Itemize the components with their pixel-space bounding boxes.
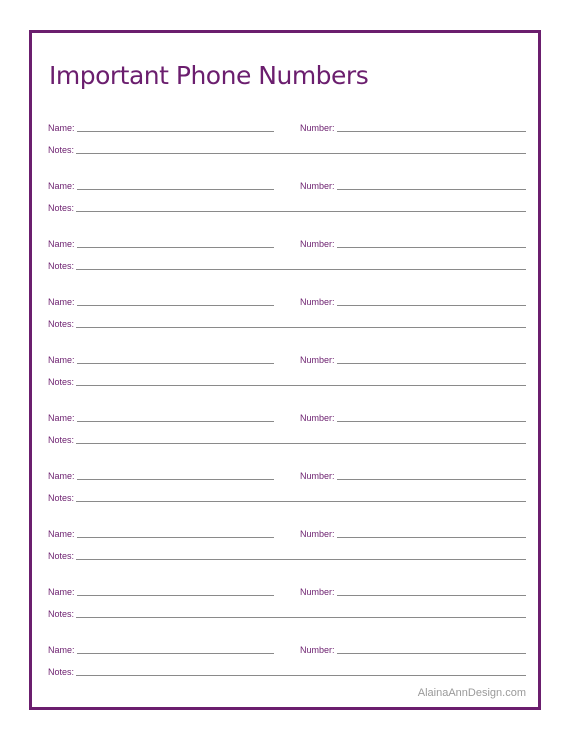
notes-field[interactable] bbox=[76, 327, 526, 328]
entry-list bbox=[48, 119, 526, 699]
name-label: Name: bbox=[48, 645, 75, 655]
number-field[interactable] bbox=[337, 653, 526, 654]
number-label: Number: bbox=[300, 645, 335, 655]
name-field[interactable] bbox=[77, 537, 274, 538]
name-label: Name: bbox=[48, 123, 75, 133]
number-label: Number: bbox=[300, 123, 335, 133]
number-label: Number: bbox=[300, 297, 335, 307]
name-label: Name: bbox=[48, 239, 75, 249]
name-field[interactable] bbox=[77, 479, 274, 480]
name-field[interactable] bbox=[77, 131, 274, 132]
name-label: Name: bbox=[48, 355, 75, 365]
footer-credit: AlainaAnnDesign.com bbox=[417, 687, 526, 699]
notes-line bbox=[48, 431, 526, 445]
name-field[interactable] bbox=[77, 305, 274, 306]
notes-field[interactable] bbox=[76, 385, 526, 386]
number-line bbox=[300, 293, 526, 307]
number-line bbox=[300, 583, 526, 597]
number-label: Number: bbox=[300, 413, 335, 423]
name-label: Name: bbox=[48, 471, 75, 481]
notes-label: Notes: bbox=[48, 609, 75, 619]
number-label: Number: bbox=[300, 355, 335, 365]
number-field[interactable] bbox=[337, 189, 526, 190]
contact-entry bbox=[48, 119, 526, 177]
page-frame bbox=[29, 30, 541, 710]
name-line bbox=[48, 177, 274, 191]
notes-line bbox=[48, 373, 526, 387]
name-label: Name: bbox=[48, 297, 75, 307]
number-label: Number: bbox=[300, 587, 335, 597]
contact-entry bbox=[48, 409, 526, 467]
contact-entry bbox=[48, 177, 526, 235]
name-field[interactable] bbox=[77, 595, 274, 596]
number-line bbox=[300, 177, 526, 191]
number-field[interactable] bbox=[337, 595, 526, 596]
notes-field[interactable] bbox=[76, 617, 526, 618]
name-line bbox=[48, 467, 274, 481]
name-line bbox=[48, 409, 274, 423]
name-field[interactable] bbox=[77, 189, 274, 190]
contact-entry bbox=[48, 351, 526, 409]
number-field[interactable] bbox=[337, 537, 526, 538]
notes-line bbox=[48, 141, 526, 155]
number-line bbox=[300, 119, 526, 133]
name-line bbox=[48, 235, 274, 249]
notes-label: Notes: bbox=[48, 145, 75, 155]
notes-line bbox=[48, 257, 526, 271]
number-line bbox=[300, 467, 526, 481]
notes-label: Notes: bbox=[48, 319, 75, 329]
number-field[interactable] bbox=[337, 247, 526, 248]
notes-label: Notes: bbox=[48, 667, 75, 677]
notes-field[interactable] bbox=[76, 153, 526, 154]
notes-line bbox=[48, 547, 526, 561]
name-label: Name: bbox=[48, 181, 75, 191]
name-label: Name: bbox=[48, 529, 75, 539]
notes-field[interactable] bbox=[76, 559, 526, 560]
name-line bbox=[48, 119, 274, 133]
notes-label: Notes: bbox=[48, 377, 75, 387]
number-label: Number: bbox=[300, 181, 335, 191]
number-line bbox=[300, 351, 526, 365]
number-field[interactable] bbox=[337, 421, 526, 422]
notes-label: Notes: bbox=[48, 435, 75, 445]
notes-label: Notes: bbox=[48, 203, 75, 213]
number-field[interactable] bbox=[337, 363, 526, 364]
notes-field[interactable] bbox=[76, 443, 526, 444]
notes-line bbox=[48, 489, 526, 503]
notes-label: Notes: bbox=[48, 261, 75, 271]
name-label: Name: bbox=[48, 413, 75, 423]
notes-line bbox=[48, 605, 526, 619]
name-label: Name: bbox=[48, 587, 75, 597]
contact-entry bbox=[48, 525, 526, 583]
contact-entry bbox=[48, 583, 526, 641]
name-field[interactable] bbox=[77, 363, 274, 364]
contact-entry bbox=[48, 467, 526, 525]
number-label: Number: bbox=[300, 471, 335, 481]
name-line bbox=[48, 583, 274, 597]
number-field[interactable] bbox=[337, 305, 526, 306]
notes-label: Notes: bbox=[48, 551, 75, 561]
notes-field[interactable] bbox=[76, 675, 526, 676]
name-line bbox=[48, 293, 274, 307]
name-line bbox=[48, 525, 274, 539]
notes-line bbox=[48, 199, 526, 213]
notes-field[interactable] bbox=[76, 269, 526, 270]
name-line bbox=[48, 351, 274, 365]
number-line bbox=[300, 235, 526, 249]
name-field[interactable] bbox=[77, 421, 274, 422]
name-line bbox=[48, 641, 274, 655]
number-field[interactable] bbox=[337, 131, 526, 132]
notes-field[interactable] bbox=[76, 211, 526, 212]
contact-entry bbox=[48, 235, 526, 293]
number-line bbox=[300, 525, 526, 539]
number-line bbox=[300, 641, 526, 655]
name-field[interactable] bbox=[77, 653, 274, 654]
notes-label: Notes: bbox=[48, 493, 75, 503]
notes-line bbox=[48, 315, 526, 329]
notes-field[interactable] bbox=[76, 501, 526, 502]
notes-line bbox=[48, 663, 526, 677]
contact-entry bbox=[48, 293, 526, 351]
number-label: Number: bbox=[300, 239, 335, 249]
page-title: Important Phone Numbers bbox=[49, 61, 369, 90]
number-line bbox=[300, 409, 526, 423]
number-field[interactable] bbox=[337, 479, 526, 480]
number-label: Number: bbox=[300, 529, 335, 539]
name-field[interactable] bbox=[77, 247, 274, 248]
